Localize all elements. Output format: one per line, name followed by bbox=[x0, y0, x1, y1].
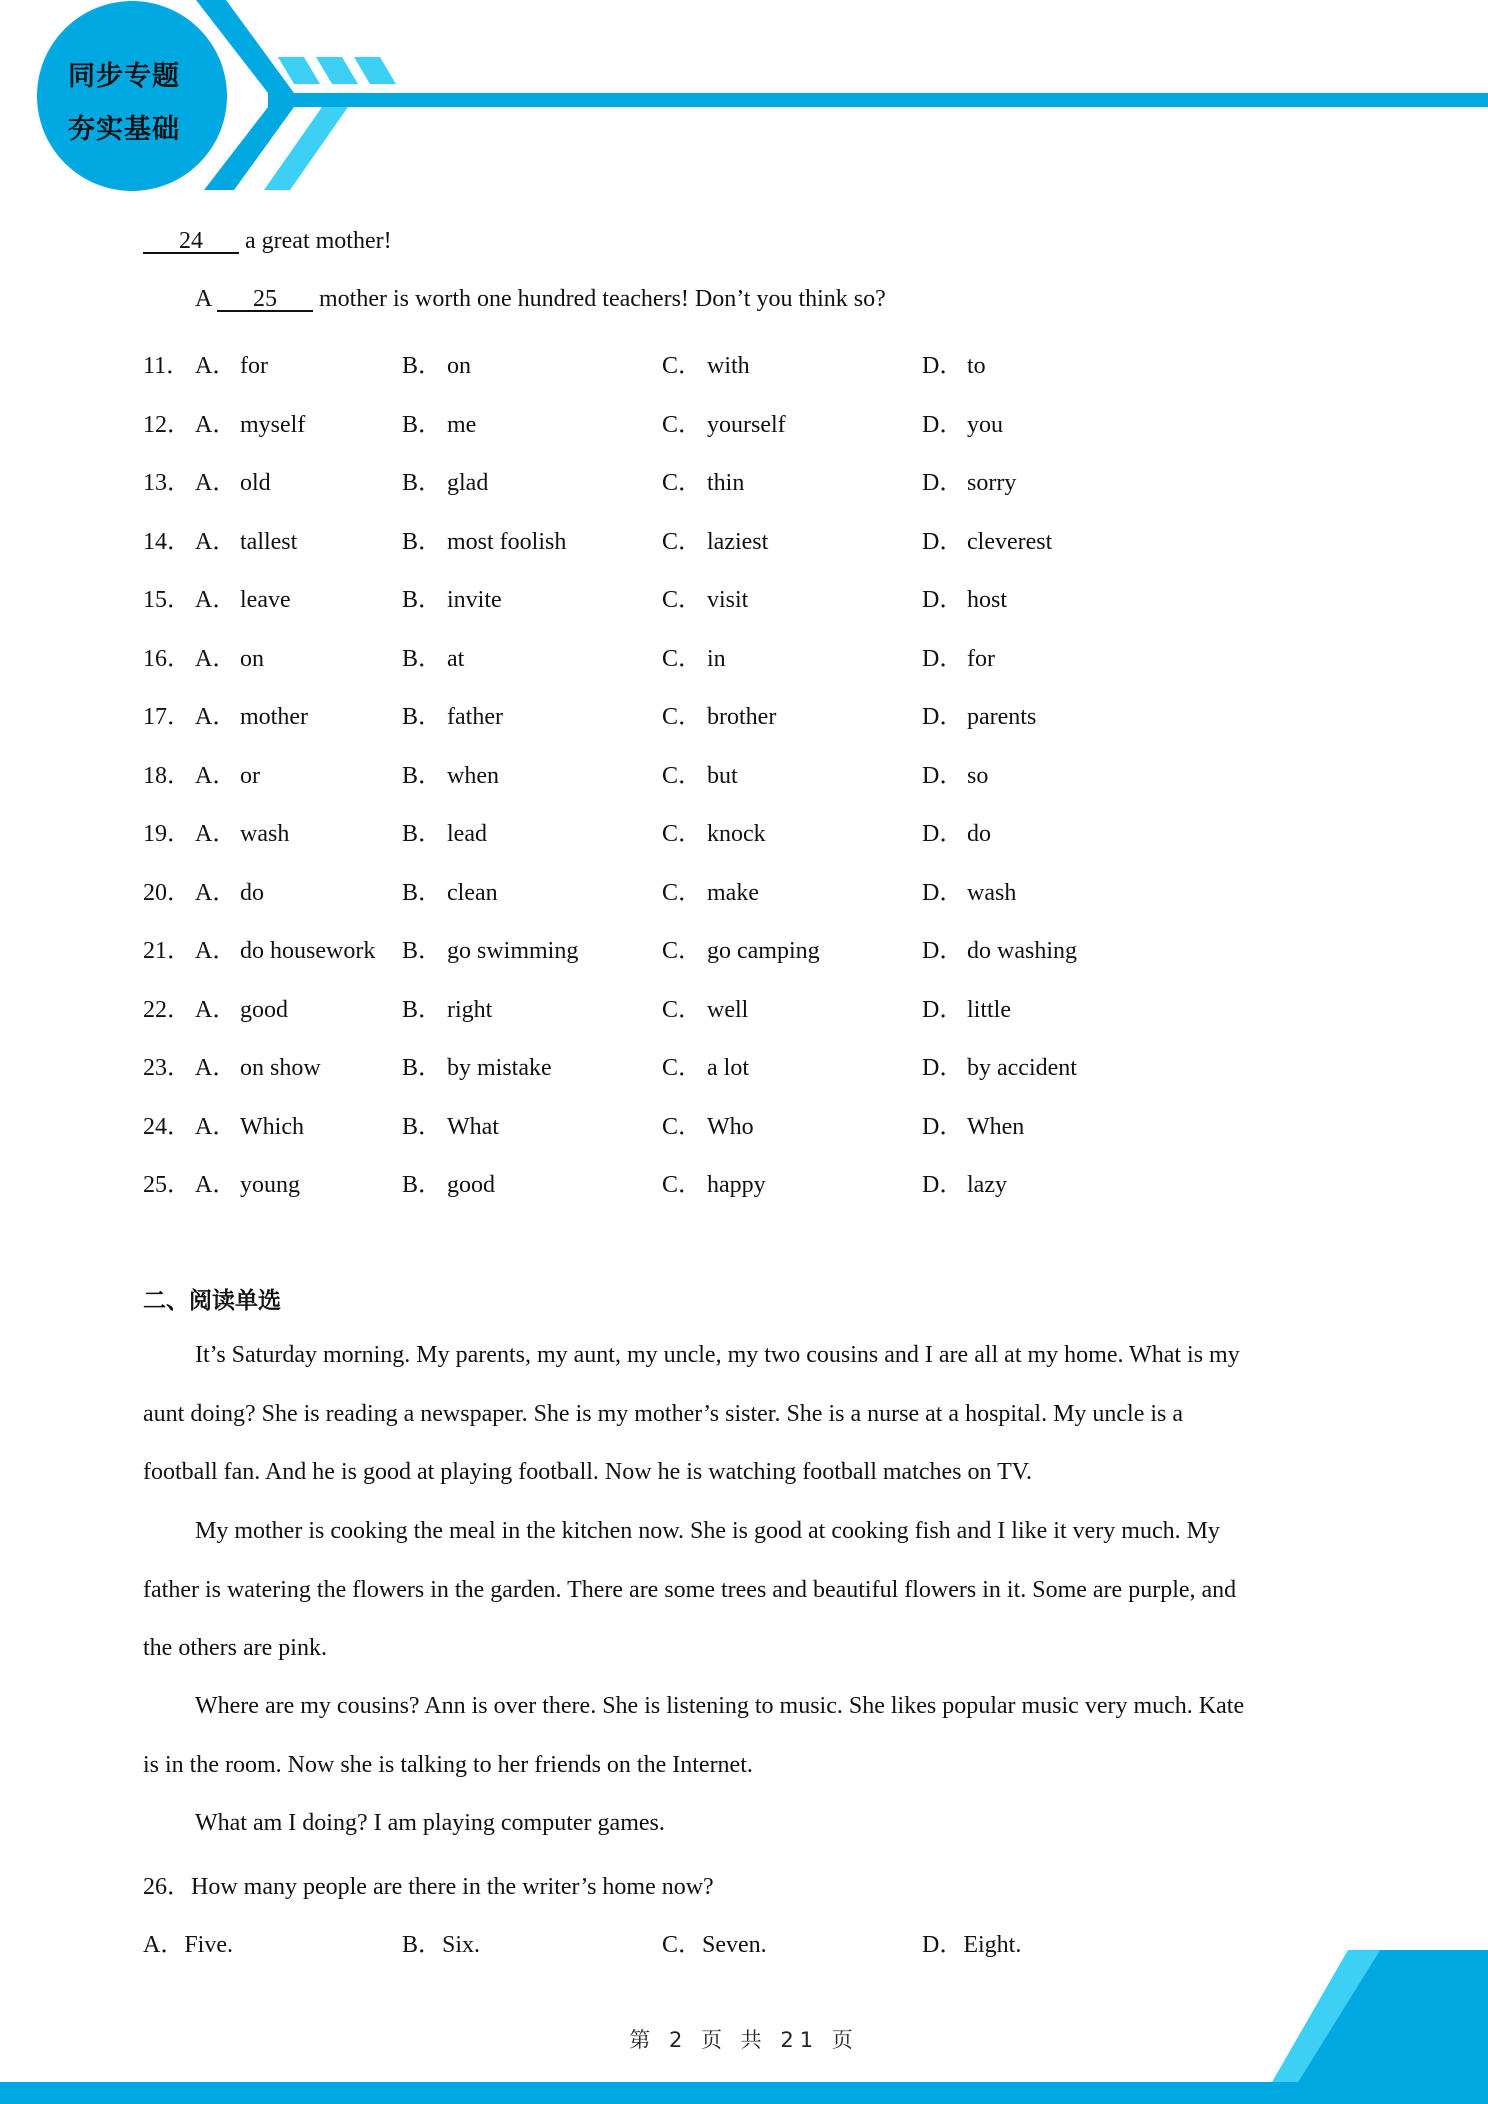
option-letter: D． bbox=[922, 587, 964, 613]
paragraph-4-line-1: What am I doing? I am playing computer games. bbox=[195, 1810, 665, 1836]
option-letter: D． bbox=[922, 704, 964, 730]
option-a[interactable] bbox=[195, 638, 264, 673]
option-text: myself bbox=[240, 411, 306, 438]
paragraph-2 bbox=[143, 1502, 1353, 1678]
option-text: yourself bbox=[707, 411, 786, 438]
question-row bbox=[143, 989, 1143, 1023]
question-row bbox=[143, 1164, 1143, 1198]
option-text: glad bbox=[447, 470, 489, 496]
option-text: leave bbox=[240, 587, 291, 613]
option-text: cleverest bbox=[967, 528, 1053, 555]
option-letter: A． bbox=[195, 528, 237, 555]
option-text: in bbox=[707, 645, 726, 672]
option-text: right bbox=[447, 996, 493, 1023]
option-a[interactable] bbox=[195, 1164, 300, 1199]
option-letter: B． bbox=[402, 762, 443, 789]
option-b[interactable] bbox=[402, 696, 503, 731]
option-d[interactable] bbox=[922, 696, 1036, 731]
option-text: Which bbox=[240, 1113, 304, 1140]
option-b[interactable] bbox=[402, 345, 471, 380]
option-d[interactable] bbox=[922, 1106, 1024, 1141]
option-c[interactable] bbox=[662, 638, 726, 673]
option-a[interactable] bbox=[195, 872, 264, 907]
option-letter: B． bbox=[402, 1113, 443, 1140]
option-b[interactable] bbox=[402, 579, 502, 614]
option-b[interactable] bbox=[402, 521, 566, 556]
option-d[interactable] bbox=[922, 872, 1016, 907]
option-letter: C． bbox=[662, 353, 703, 379]
option-text: do bbox=[240, 879, 264, 906]
option-letter: B． bbox=[402, 353, 443, 379]
header-badge-circle bbox=[37, 1, 227, 191]
option-text: most foolish bbox=[447, 528, 567, 555]
option-letter: B． bbox=[402, 879, 443, 906]
option-text: young bbox=[240, 1172, 300, 1198]
option-b[interactable] bbox=[402, 404, 476, 439]
option-letter: D． bbox=[922, 528, 964, 555]
option-text: but bbox=[707, 762, 738, 789]
option-letter: C． bbox=[662, 587, 703, 613]
option-letter: A． bbox=[195, 1172, 237, 1198]
option-d[interactable] bbox=[922, 345, 986, 380]
option-letter: D． bbox=[922, 1055, 964, 1081]
option-letter: D． bbox=[922, 645, 964, 672]
option-letter: B． bbox=[402, 587, 443, 613]
option-text: thin bbox=[707, 470, 745, 496]
option-letter: D． bbox=[922, 996, 964, 1023]
option-d[interactable] bbox=[922, 404, 1003, 439]
option-text: Who bbox=[707, 1113, 754, 1140]
option-letter: C． bbox=[662, 1172, 703, 1198]
blank-24: 24 bbox=[179, 228, 203, 254]
option-text: When bbox=[967, 1113, 1025, 1140]
paragraph-3 bbox=[143, 1677, 1353, 1794]
option-letter: C． bbox=[662, 528, 703, 555]
option-text: mother bbox=[240, 704, 308, 730]
option-d[interactable] bbox=[922, 930, 1077, 965]
section-title: 二、阅读单选 bbox=[143, 1288, 281, 1314]
option-letter: B． bbox=[402, 704, 443, 730]
question-number: 21． bbox=[143, 938, 191, 964]
option-d[interactable] bbox=[922, 813, 991, 848]
option-letter: A． bbox=[195, 587, 237, 613]
option-a[interactable] bbox=[195, 521, 297, 556]
option-letter: C． bbox=[662, 821, 703, 847]
option-text: sorry bbox=[967, 470, 1017, 496]
option-letter: B． bbox=[402, 470, 443, 496]
question-row bbox=[143, 696, 1143, 730]
option-text: on bbox=[447, 353, 471, 379]
paragraph-4 bbox=[143, 1794, 1353, 1853]
option-c[interactable] bbox=[662, 1047, 749, 1082]
option-a[interactable] bbox=[195, 1106, 304, 1141]
question-row bbox=[143, 1047, 1143, 1081]
question-row bbox=[143, 462, 1143, 496]
footer-stripe bbox=[0, 2082, 1488, 2104]
option-b[interactable] bbox=[402, 638, 464, 673]
option-d[interactable] bbox=[922, 1164, 1007, 1199]
option-letter: A． bbox=[195, 470, 237, 496]
paragraph-1-line-3: football fan. And he is good at playing football. Now he is watching football matches on TV. bbox=[143, 1459, 1032, 1485]
question-row bbox=[143, 872, 1143, 906]
option-letter: D． bbox=[922, 470, 964, 496]
paragraph-2-line-2: father is watering the flowers in the garden. There are some trees and beautiful flowers in it. Some are purple, and bbox=[143, 1576, 1237, 1603]
option-text: on bbox=[240, 645, 264, 672]
question-number: 18． bbox=[143, 762, 191, 789]
option-c[interactable] bbox=[662, 579, 748, 614]
option-text: old bbox=[240, 470, 271, 496]
option-letter: C． bbox=[662, 879, 703, 906]
option-text: me bbox=[447, 411, 477, 438]
question-row bbox=[143, 404, 1143, 438]
option-text: tallest bbox=[240, 528, 298, 555]
q26-option-d[interactable]: D．Eight. bbox=[922, 1932, 1022, 1958]
option-letter: A． bbox=[195, 821, 237, 847]
option-letter: D． bbox=[922, 1172, 964, 1198]
option-text: What bbox=[447, 1113, 499, 1140]
option-b[interactable] bbox=[402, 462, 488, 497]
option-text: or bbox=[240, 762, 260, 789]
option-d[interactable] bbox=[922, 638, 995, 673]
option-d[interactable] bbox=[922, 1047, 1077, 1082]
question-row bbox=[143, 579, 1143, 613]
option-letter: A． bbox=[195, 938, 237, 964]
question-row bbox=[143, 638, 1143, 672]
header-stripe bbox=[268, 93, 1488, 107]
option-text: wash bbox=[967, 879, 1017, 906]
option-text: knock bbox=[707, 821, 766, 847]
option-text: for bbox=[967, 645, 995, 672]
paragraph-3-line-2: is in the room. Now she is talking to her friends on the Internet. bbox=[143, 1751, 753, 1778]
passage-line-25 bbox=[143, 286, 886, 313]
option-b[interactable] bbox=[402, 1047, 552, 1082]
q26-option-c[interactable]: C．Seven. bbox=[662, 1932, 767, 1958]
question-row bbox=[143, 521, 1143, 555]
option-letter: A． bbox=[195, 645, 237, 672]
option-text: little bbox=[967, 996, 1011, 1023]
paragraph-1-line-2: aunt doing? She is reading a newspaper. She is my mother’s sister. She is a nurse at a hospital. My uncle is a bbox=[143, 1400, 1184, 1427]
option-letter: A． bbox=[195, 1055, 237, 1081]
option-c[interactable] bbox=[662, 872, 759, 907]
option-text: father bbox=[447, 704, 503, 730]
header-dash-3 bbox=[354, 57, 396, 84]
option-c[interactable] bbox=[662, 462, 744, 497]
option-letter: C． bbox=[662, 645, 703, 672]
option-a[interactable] bbox=[195, 579, 291, 614]
option-letter: B． bbox=[402, 938, 443, 964]
option-a[interactable] bbox=[195, 404, 305, 439]
q26-option-b[interactable]: B．Six. bbox=[402, 1932, 481, 1958]
option-c[interactable] bbox=[662, 696, 776, 731]
option-letter: D． bbox=[922, 353, 964, 379]
option-letter: A． bbox=[195, 996, 237, 1023]
option-b[interactable] bbox=[402, 930, 578, 965]
option-text: happy bbox=[707, 1172, 766, 1198]
option-text: on show bbox=[240, 1055, 321, 1081]
option-text: a lot bbox=[707, 1055, 749, 1081]
option-text: laziest bbox=[707, 528, 769, 555]
question-number: 22． bbox=[143, 996, 191, 1023]
paragraph-3-line-1: Where are my cousins? Ann is over there. She is listening to music. She likes popular music very much. Kate bbox=[195, 1693, 1245, 1719]
question-number: 20． bbox=[143, 879, 191, 906]
option-letter: C． bbox=[662, 996, 703, 1023]
option-text: when bbox=[447, 762, 499, 789]
option-letter: B． bbox=[402, 411, 443, 438]
option-b[interactable] bbox=[402, 755, 499, 790]
option-letter: A． bbox=[195, 1113, 237, 1140]
option-letter: A． bbox=[195, 879, 237, 906]
q26-option-a[interactable]: A．Five. bbox=[143, 1932, 233, 1958]
option-text: to bbox=[967, 353, 986, 379]
option-letter: D． bbox=[922, 938, 964, 964]
badge-line-1: 同步专题 bbox=[68, 61, 180, 92]
option-c[interactable] bbox=[662, 813, 766, 848]
option-text: for bbox=[240, 353, 268, 379]
passage-text-24: a great mother! bbox=[239, 228, 392, 254]
option-text: brother bbox=[707, 704, 777, 730]
option-a[interactable] bbox=[195, 462, 271, 497]
option-letter: C． bbox=[662, 704, 703, 730]
option-letter: B． bbox=[402, 645, 443, 672]
option-a[interactable] bbox=[195, 1047, 321, 1082]
header-banner bbox=[0, 0, 1488, 200]
option-b[interactable] bbox=[402, 1164, 495, 1199]
option-letter: B． bbox=[402, 996, 443, 1023]
option-text: you bbox=[967, 411, 1003, 438]
option-c[interactable] bbox=[662, 345, 750, 380]
option-letter: B． bbox=[402, 1055, 443, 1081]
question-number: 12． bbox=[143, 411, 191, 438]
option-a[interactable] bbox=[195, 755, 260, 790]
passage-text-25: mother is worth one hundred teachers! Don’t you think so? bbox=[313, 286, 886, 312]
badge-line-2: 夯实基础 bbox=[68, 114, 180, 145]
passage-prefix-25: A bbox=[195, 286, 218, 312]
option-b[interactable] bbox=[402, 813, 487, 848]
option-letter: C． bbox=[662, 1055, 703, 1081]
question-number: 14． bbox=[143, 528, 191, 555]
option-text: do bbox=[967, 821, 991, 847]
question-number: 25． bbox=[143, 1172, 191, 1198]
option-text: wash bbox=[240, 821, 290, 847]
option-c[interactable] bbox=[662, 989, 748, 1024]
option-a[interactable] bbox=[195, 989, 288, 1024]
option-text: at bbox=[447, 645, 465, 672]
option-text: make bbox=[707, 879, 759, 906]
blank-25: 25 bbox=[253, 286, 278, 312]
option-a[interactable] bbox=[195, 696, 308, 731]
option-text: good bbox=[447, 1172, 495, 1198]
option-letter: C． bbox=[662, 1113, 703, 1140]
paragraph-1 bbox=[143, 1326, 1353, 1502]
option-text: by mistake bbox=[447, 1055, 552, 1081]
option-letter: D． bbox=[922, 879, 964, 906]
question-number: 19． bbox=[143, 821, 191, 847]
option-letter: D． bbox=[922, 1113, 964, 1140]
option-c[interactable] bbox=[662, 1106, 754, 1141]
option-text: visit bbox=[707, 587, 749, 613]
option-letter: A． bbox=[195, 762, 237, 789]
option-letter: C． bbox=[662, 411, 703, 438]
header-dash-2 bbox=[316, 57, 358, 84]
question-number: 13． bbox=[143, 470, 191, 496]
option-b[interactable] bbox=[402, 989, 492, 1024]
question-26: 26．How many people are there in the writer’s home now? bbox=[143, 1874, 714, 1900]
option-d[interactable] bbox=[922, 579, 1007, 614]
option-a[interactable] bbox=[195, 930, 375, 965]
question-row bbox=[143, 930, 1143, 964]
question-number: 11． bbox=[143, 353, 191, 379]
option-c[interactable] bbox=[662, 930, 820, 965]
option-text: do washing bbox=[967, 938, 1077, 964]
option-letter: C． bbox=[662, 762, 703, 789]
option-c[interactable] bbox=[662, 1164, 766, 1199]
option-letter: B． bbox=[402, 528, 443, 555]
option-text: parents bbox=[967, 704, 1037, 730]
option-c[interactable] bbox=[662, 404, 786, 439]
option-text: with bbox=[707, 353, 750, 379]
option-c[interactable] bbox=[662, 755, 738, 790]
option-text: well bbox=[707, 996, 749, 1023]
question-row bbox=[143, 1106, 1143, 1140]
option-text: do housework bbox=[240, 938, 376, 964]
option-text: go swimming bbox=[447, 938, 579, 964]
option-d[interactable] bbox=[922, 521, 1052, 556]
option-text: by accident bbox=[967, 1055, 1077, 1081]
option-letter: C． bbox=[662, 470, 703, 496]
option-a[interactable] bbox=[195, 813, 289, 848]
option-d[interactable] bbox=[922, 462, 1016, 497]
option-text: go camping bbox=[707, 938, 820, 964]
option-text: lead bbox=[447, 821, 487, 847]
question-row bbox=[143, 813, 1143, 847]
option-b[interactable] bbox=[402, 872, 498, 907]
question-number: 17． bbox=[143, 704, 191, 730]
paragraph-2-line-1: My mother is cooking the meal in the kitchen now. She is good at cooking fish and I like it very much. My bbox=[195, 1518, 1220, 1544]
option-letter: A． bbox=[195, 411, 237, 438]
option-letter: D． bbox=[922, 411, 964, 438]
question-number: 15． bbox=[143, 587, 191, 613]
question-number: 24． bbox=[143, 1113, 191, 1140]
question-number: 16． bbox=[143, 645, 191, 672]
option-text: clean bbox=[447, 879, 498, 906]
question-row bbox=[143, 345, 1143, 379]
question-number: 23． bbox=[143, 1055, 191, 1081]
option-text: invite bbox=[447, 587, 502, 613]
option-letter: A． bbox=[195, 353, 237, 379]
paragraph-2-line-3: the others are pink. bbox=[143, 1635, 327, 1661]
option-letter: C． bbox=[662, 938, 703, 964]
option-c[interactable] bbox=[662, 521, 768, 556]
question-row bbox=[143, 755, 1143, 789]
page-number: 第 2 页 共 21 页 bbox=[629, 2028, 859, 2052]
option-d[interactable] bbox=[922, 989, 1011, 1024]
option-a[interactable] bbox=[195, 345, 268, 380]
option-letter: B． bbox=[402, 1172, 443, 1198]
option-b[interactable] bbox=[402, 1106, 499, 1141]
option-letter: A． bbox=[195, 704, 237, 730]
passage-line-24 bbox=[143, 228, 392, 255]
option-text: good bbox=[240, 996, 288, 1023]
option-letter: D． bbox=[922, 821, 964, 847]
paragraph-1-line-1: It’s Saturday morning. My parents, my aunt, my uncle, my two cousins and I are all at my home. What is my bbox=[195, 1342, 1240, 1368]
option-text: host bbox=[967, 587, 1008, 613]
option-letter: B． bbox=[402, 821, 443, 847]
option-text: lazy bbox=[967, 1172, 1007, 1198]
option-text: so bbox=[967, 762, 989, 789]
option-letter: D． bbox=[922, 762, 964, 789]
option-d[interactable] bbox=[922, 755, 988, 790]
